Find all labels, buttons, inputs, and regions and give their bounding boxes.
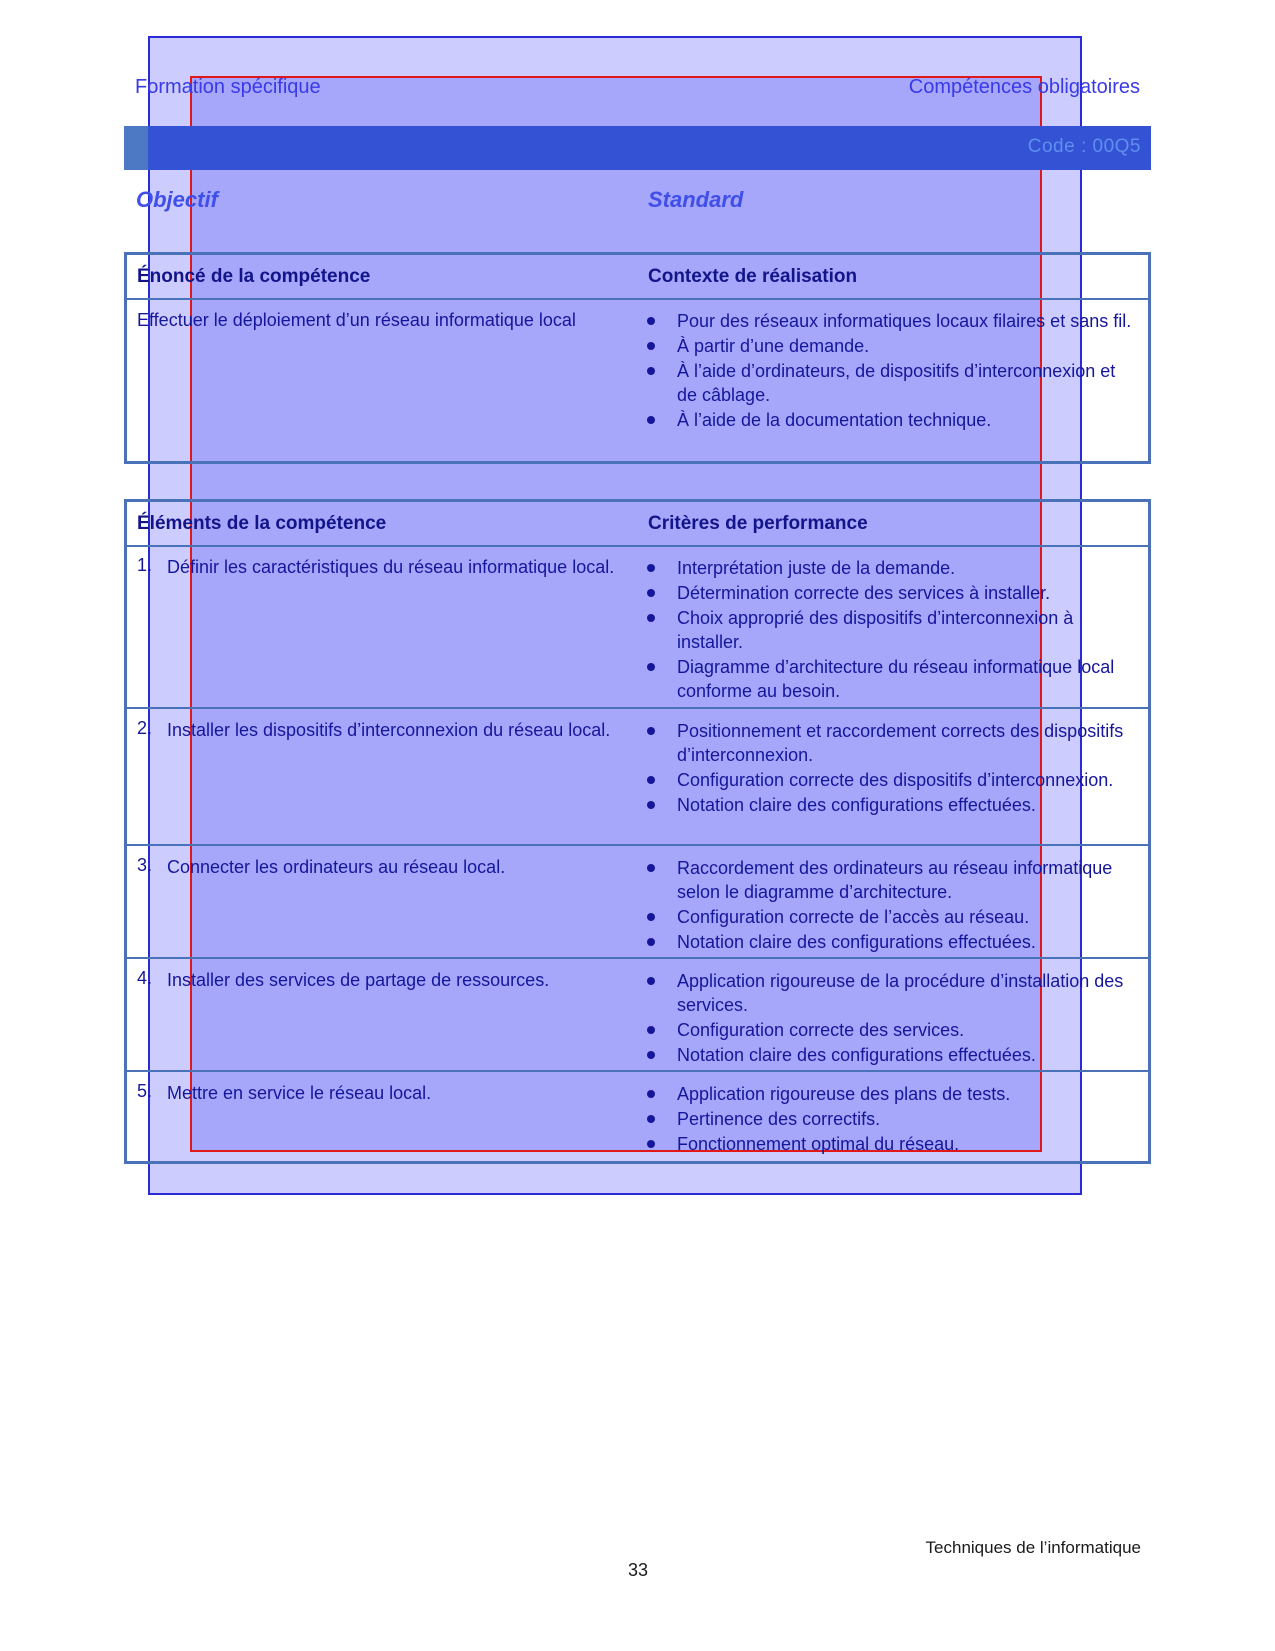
list-item: Fonctionnement optimal du réseau. [647, 1132, 1137, 1156]
list-item: Application rigoureuse de la procédure d’installation des services. [647, 969, 1137, 1017]
list-item: Notation claire des configurations effectuées. [647, 930, 1137, 954]
list-item: Notation claire des configurations effectuées. [647, 793, 1137, 817]
criteres-heading: Critères de performance [648, 513, 868, 534]
elements-heading: Éléments de la compétence [137, 513, 387, 534]
list-item: Détermination correcte des services à installer. [647, 581, 1137, 605]
enonce-text: Effectuer le déploiement d’un réseau informatique local [137, 310, 576, 330]
competence-code: Code : 00Q5 [1027, 136, 1141, 157]
list-item: Notation claire des configurations effectuées. [647, 1043, 1137, 1067]
objectif-label: Objectif [136, 187, 218, 212]
element-text: Définir les caractéristiques du réseau informatique local. [167, 557, 615, 577]
criteria-list [647, 856, 1137, 955]
list-item: Positionnement et raccordement corrects des dispositifs d’interconnexion. [647, 719, 1137, 767]
enonce-heading: Énoncé de la compétence [137, 266, 371, 287]
header-competences: Compétences obligatoires [908, 76, 1140, 98]
list-item: Interprétation juste de la demande. [647, 556, 1137, 580]
list-item: Configuration correcte des dispositifs d’interconnexion. [647, 768, 1137, 792]
list-item: À partir d’une demande. [647, 334, 1137, 358]
element-text: Mettre en service le réseau local. [167, 1083, 432, 1103]
row-number: 4. [137, 968, 153, 988]
list-item: Application rigoureuse des plans de tests. [647, 1082, 1137, 1106]
list-item: Pertinence des correctifs. [647, 1107, 1137, 1131]
standard-label: Standard [648, 187, 744, 212]
list-item: À l’aide de la documentation technique. [647, 408, 1137, 432]
list-item: Pour des réseaux informatiques locaux filaires et sans fil. [647, 309, 1137, 333]
list-item: Choix approprié des dispositifs d’interconnexion à installer. [647, 606, 1137, 654]
criteria-list [647, 969, 1137, 1068]
competence-table [124, 252, 1151, 464]
elements-table [124, 499, 1151, 1164]
element-text: Connecter les ordinateurs au réseau local. [167, 857, 506, 877]
list-item: Raccordement des ordinateurs au réseau informatique selon le diagramme d’architecture. [647, 856, 1137, 904]
criteria-list [647, 556, 1137, 704]
header-formation: Formation spécifique [135, 76, 321, 98]
contexte-list [647, 309, 1137, 433]
criteria-list [647, 719, 1137, 818]
element-text: Installer les dispositifs d’interconnexion du réseau local. [167, 720, 611, 740]
page-number: 33 [628, 1560, 649, 1580]
row-number: 3. [137, 855, 153, 875]
contexte-heading: Contexte de réalisation [648, 266, 858, 287]
list-item: Configuration correcte de l’accès au réseau. [647, 905, 1137, 929]
row-number: 2. [137, 718, 153, 738]
list-item: Diagramme d’architecture du réseau informatique local conforme au besoin. [647, 655, 1137, 703]
list-item: À l’aide d’ordinateurs, de dispositifs d’interconnexion et de câblage. [647, 359, 1137, 407]
row-number: 5. [137, 1081, 153, 1101]
list-item: Configuration correcte des services. [647, 1018, 1137, 1042]
criteria-list [647, 1082, 1137, 1157]
code-band [124, 126, 1151, 170]
row-number: 1. [137, 555, 153, 575]
footer-program-title: Techniques de l’informatique [925, 1538, 1141, 1557]
element-text: Installer des services de partage de ressources. [167, 970, 550, 990]
